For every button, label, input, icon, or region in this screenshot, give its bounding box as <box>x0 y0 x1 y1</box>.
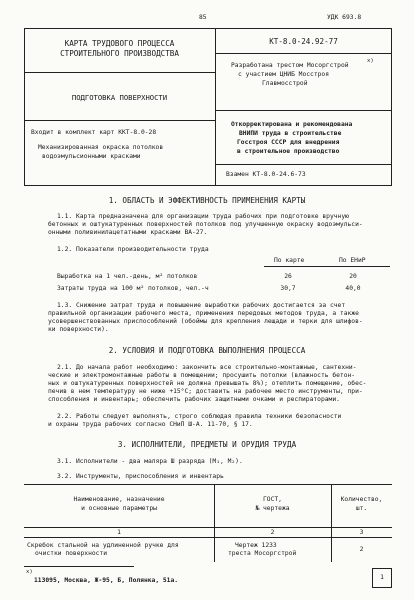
section-2-paragraph-1-line-3: ных и оштукатуренных поверхностей не должна превышать 8%); отеплить помещение, обес- <box>48 380 367 387</box>
indicator-row-2-enir: 40,0 <box>345 285 361 292</box>
indicator-row-1-label: Выработка на 1 чел.-день, м² потолков <box>57 273 198 280</box>
developer-line-1: Разработана трестом Мосоргстрой <box>231 62 349 69</box>
tools-header-name-2: и основные параметры <box>81 505 157 512</box>
tools-row-1-gost-2: треста Мосоргстрой <box>228 550 297 557</box>
tools-row-1-name-2: очистки поверхности <box>35 550 108 557</box>
header-divider-5 <box>215 164 392 165</box>
footnote-mark: x) <box>26 569 33 575</box>
section-2-paragraph-2-line-1: 2.2. Работы следует выполнять, строго соблюдая правила техники безопасности <box>57 413 342 420</box>
developer-line-3: Главмосстрой <box>262 80 308 87</box>
card-title-line-2: СТРОИТЕЛЬНОГО ПРОИЗВОДСТВА <box>60 49 179 58</box>
tools-col-number-3: 3 <box>359 529 364 536</box>
tools-row-1-name-1: Скребок стальной на удлиненной ручке для <box>27 542 179 549</box>
header-divider-vertical <box>215 28 216 186</box>
subject-title: ПОДГОТОВКА ПОВЕРХНОСТИ <box>71 93 168 102</box>
udk-code: УДК 693.8 <box>327 14 362 21</box>
section-1-paragraph-1-line-2: бетонных и оштукатуренных поверхностей потолков под улучшенную окраску водоэмульси- <box>48 221 363 228</box>
recommend-line-2: ВНИПИ труда в строительстве <box>239 130 342 137</box>
tools-header-qty-1: Количество, <box>340 496 383 503</box>
replaces-card: Взамен КТ-8.0-24.6-73 <box>226 171 306 178</box>
section-3-paragraph-2: 3.2. Инструменты, приспособления и инвентарь <box>57 473 224 480</box>
tools-row-1-gost-1: Чертеж 1233 <box>235 542 277 549</box>
section-1-paragraph-3-line-4: ки поверхности). <box>48 326 109 333</box>
indicator-table-rule <box>264 266 390 267</box>
section-1-paragraph-3-line-3: усовершенствованных приспособлений (обоймы для крепления лещади и терки для шлифов- <box>48 318 363 325</box>
developer-footnote-mark: x) <box>367 58 374 64</box>
card-code: КТ-8.0-24.92-77 <box>269 37 338 46</box>
tools-col-number-1: 1 <box>117 529 121 536</box>
card-title-line-1: КАРТА ТРУДОВОГО ПРОЦЕССА <box>64 39 175 48</box>
section-1-paragraph-3-line-2: правильной организации рабочего места, применения передовых методов труда, а также <box>48 310 359 317</box>
included-in-set: Входит в комплект карт ККТ-8.0-28 <box>31 129 157 136</box>
indicator-row-2-card: 30,7 <box>280 285 296 292</box>
sheet-number: 1 <box>380 574 384 581</box>
mechanized-line-2: водоэмульсионными красками <box>42 153 141 160</box>
section-2-title: 2. УСЛОВИЯ И ПОДГОТОВКА ВЫПОЛНЕНИЯ ПРОЦЕССА <box>108 346 306 355</box>
header-divider-2 <box>24 120 215 121</box>
header-divider-3 <box>215 53 392 54</box>
section-2-paragraph-1-line-2: ческие и электромонтажные работы в помещении; просушить потолки (влажность бетон- <box>48 372 356 379</box>
section-2-paragraph-1-line-1: 2.1. До начала работ необходимо: закончить все строительно-монтажные, сантехни- <box>57 364 357 371</box>
tools-header-gost-2: № чертежа <box>255 505 290 512</box>
tools-header-qty-2: шт. <box>355 505 368 512</box>
section-2-paragraph-2-line-2: и охраны труда рабочих согласно СНиП Ш-А. 11-70, § 17. <box>48 421 253 428</box>
section-1-paragraph-1-line-1: 1.1. Карта предназначена для организации труда рабочих при подготовке вручную <box>57 213 349 220</box>
footnote-address: 113095, Москва, Ж-95, Б, Полянка, 51а. <box>34 577 179 584</box>
section-1-paragraph-3-line-1: 1.3. Снижение затрат труда и повышение выработки рабочих достигается за счет <box>57 302 346 309</box>
indicator-row-2-label: Затраты труда на 100 м² потолков, чел.-ч <box>57 285 209 292</box>
tools-table-top-rule <box>24 484 392 485</box>
tools-header-gost-1: ГОСТ, <box>263 496 282 503</box>
column-by-enir: По ЕНиР <box>339 257 366 264</box>
section-3-paragraph-1: 3.1. Исполнители - два маляра Ш разряда (М₁, М₂). <box>57 458 243 465</box>
tools-header-name-1: Наименование, назначение <box>73 496 165 503</box>
recommend-line-3: Госстроя СССР для внедрения <box>237 139 340 146</box>
tools-row-1-qty: 2 <box>359 546 364 553</box>
recommend-line-1: Откорректирована и рекомендована <box>231 121 353 128</box>
section-1-title: 1. ОБЛАСТЬ И ЭФФЕКТИВНОСТЬ ПРИМЕНЕНИЯ КАРТЫ <box>108 196 306 205</box>
developer-line-2: с участием ЦНИБ Мосстроя <box>238 71 329 78</box>
section-2-paragraph-1-line-4: печив в нем температуру не ниже +15°С; доставить на рабочее место инструменты, при- <box>48 388 363 395</box>
section-3-title: 3. ИСПОЛНИТЕЛИ, ПРЕДМЕТЫ И ОРУДИЯ ТРУДА <box>117 440 297 449</box>
section-2-paragraph-1-line-5: способления и инвентарь; обеспечить рабочих защитными очками и респираторами. <box>48 396 340 403</box>
section-1-paragraph-2: 1.2. Показатели производительности труда <box>57 246 209 253</box>
column-by-card: По карте <box>274 257 305 264</box>
indicator-row-1-card: 26 <box>284 273 292 280</box>
tools-table <box>24 484 392 562</box>
tools-col-number-2: 2 <box>270 529 275 536</box>
indicator-row-1-enir: 20 <box>349 273 357 280</box>
section-1-paragraph-1-line-3: онными поливинилацетатными красками ВА-27. <box>48 229 208 236</box>
mechanized-line-1: Механизированная окраска потолков <box>38 144 164 151</box>
recommend-line-4: в строительное производство <box>237 148 340 155</box>
footnote-rule <box>24 566 134 567</box>
tools-table-number-rule <box>24 527 392 528</box>
page-number: 85 <box>199 14 207 21</box>
header-divider-4 <box>215 110 392 111</box>
header-divider-1 <box>24 72 215 73</box>
